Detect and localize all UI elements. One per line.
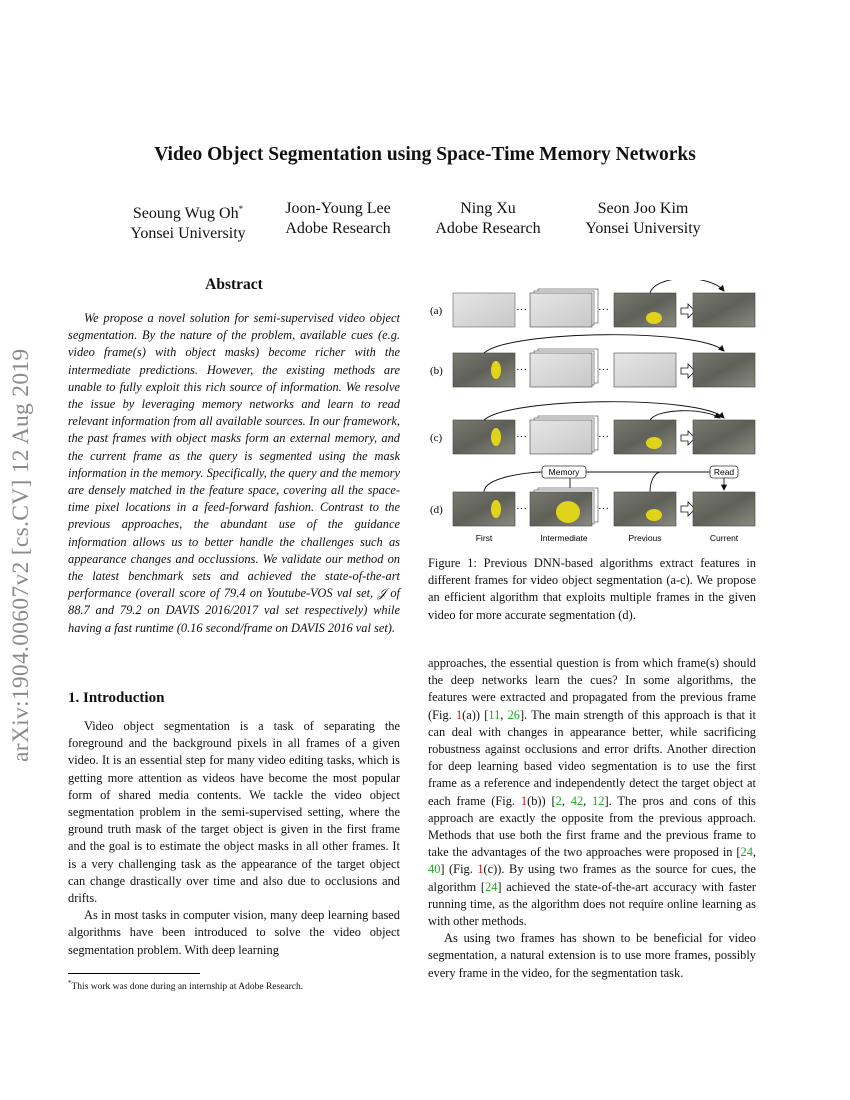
figure-row-b (453, 335, 755, 387)
text-span: ] (Fig. (440, 862, 478, 877)
figure-row-d (453, 466, 755, 526)
read-label: Read (713, 467, 735, 477)
abstract-body (68, 310, 400, 637)
figure-1-diagram (420, 280, 765, 550)
frame-previous-b (614, 353, 676, 387)
connector-b (484, 335, 724, 353)
frame-intermediate-c (530, 420, 592, 454)
ellipsis-a1: ··· (516, 304, 527, 316)
row-label-a: (a) (430, 305, 443, 317)
text-span: ]. The main strength of this approach is that it can deal with changes in appearance better, while sacrificing robustness against occlusions and error drifts. Another direction for deep learning based video segmentation is to use the first frame as a reference and independently detect the target object at each frame (Fig. (428, 707, 757, 808)
author-4 (553, 199, 733, 239)
column-label-current: Current (709, 533, 739, 543)
author-3-name: Ning Xu (460, 200, 516, 217)
citation-link[interactable]: 11 (488, 707, 501, 722)
figure-1-caption: Figure 1: Previous DNN-based algorithms extract features in different frames for video object segmentation (a-c). We propose an efficient algorithm that exploits multiple frames in the given video for more accurate segmentation (d). (428, 556, 756, 622)
mask-first-b (491, 361, 501, 379)
frame-first-d (453, 492, 515, 526)
text-span: approaches, the essential question is from which frame(s) should the deep networks learn the cues? In some algorithms, the features were extracted and propagated from the previous frame (Fig. (428, 656, 756, 722)
connector-c-previous (650, 411, 720, 420)
mask-first-d (491, 500, 501, 518)
frame-current-b (693, 353, 755, 387)
author-1-name: Seoung Wug Oh (132, 205, 239, 222)
citation-link[interactable]: 12 (592, 793, 605, 808)
frame-previous-c (614, 420, 676, 454)
text-span: , (752, 845, 756, 860)
frame-first-a (453, 293, 515, 327)
citation-link[interactable]: 42 (570, 793, 584, 808)
footnote-text: This work was done during an internship at Adobe Research. (71, 982, 304, 993)
right-paragraph-2: As using two frames has shown to be beneficial for video segmentation, a natural extension is to use more frames, possibly every frame in the video, for the segmentation task. (428, 931, 756, 980)
author-4-affiliation: Yonsei University (585, 220, 701, 237)
author-1-mark: * (238, 204, 244, 214)
mask-previous-d (646, 509, 662, 521)
column-label-first: First (475, 533, 493, 543)
figure-ref-link[interactable]: 1 (455, 707, 463, 722)
author-3 (398, 199, 578, 239)
ellipsis-b1: ··· (516, 364, 527, 376)
citation-link[interactable]: 26 (507, 707, 520, 722)
abstract-heading: Abstract (205, 276, 263, 293)
ellipsis-a2: ··· (598, 304, 609, 316)
text-span: , (583, 793, 593, 808)
mask-first-c (491, 428, 501, 446)
row-label-d: (d) (430, 504, 443, 516)
memory-line-previous (650, 472, 660, 492)
mask-intermediate-d (556, 501, 580, 523)
frame-current-c (693, 420, 755, 454)
text-span: ] achieved the state-of-the-art accuracy with faster running time, as the algorithm does not require online learning as with other methods. (428, 879, 756, 929)
citation-link[interactable]: 40 (428, 862, 441, 877)
paper-title: Video Object Segmentation using Space-Time Memory Networks (154, 144, 696, 165)
column-label-intermediate: Intermediate (540, 533, 588, 543)
arxiv-identifier: arXiv:1904.00607v2 [cs.CV] 12 Aug 2019 (8, 348, 34, 762)
text-span: ]. The pros and cons of this approach are exactly the opposite from the previous approach. Methods that use both the first frame and the previous frame to take the advantages of the two approaches were proposed in [ (428, 793, 756, 860)
frame-first-c (453, 420, 515, 454)
memory-label: Memory (548, 467, 580, 477)
figure-ref-link[interactable]: 1 (520, 793, 528, 808)
frame-intermediate-a (530, 293, 592, 327)
frame-current-d (693, 492, 755, 526)
introduction-paragraph-2: As in most tasks in computer vision, many deep learning based algorithms have been introduced to solve the video object segmentation problem. With deep learning (68, 908, 400, 957)
introduction-body (68, 718, 400, 959)
author-3-affiliation: Adobe Research (435, 220, 541, 237)
mask-previous-a (646, 312, 662, 324)
frame-previous-d (614, 492, 676, 526)
text-span: , (500, 707, 508, 722)
author-2-name: Joon-Young Lee (285, 200, 391, 217)
ellipsis-c1: ··· (516, 431, 527, 443)
citation-link[interactable]: 24 (485, 879, 498, 894)
introduction-paragraph-1: Video object segmentation is a task of separating the foreground and the background pixels in all frames of a given video. It is an essential step for many video editing tasks, which is getting more attention as videos have become the most popular form of shared media contents. We tackle the video object segmentation problem in the semi-supervised setting, where the ground truth mask of the target object is given in the first frame and the goal is to estimate the object masks in all other frames. It is a very challenging task as the appearance of the target object can change drastically over time and also due to occlusions and drifts. (68, 719, 400, 906)
footnote (68, 977, 408, 993)
row-label-b: (b) (430, 365, 443, 377)
memory-line-left (484, 472, 542, 492)
abstract-paragraph: We propose a novel solution for semi-supervised video object segmentation. By the nature of the problem, available cues (e.g. video frame(s) with object masks) become richer with the intermediate predictions. However, the existing methods are unable to fully exploit this rich source of information. We resolve the issue by leveraging memory networks and learn to read relevant information from all available sources. In our framework, the past frames with object masks form an external memory, and the current frame as the query is segmented using the mask information in the memory. Specifically, the query and the memory are densely matched in the feature space, covering all the space-time pixel locations in a feed-forward fashion. Contrast to the previous approaches, the abundant use of the guidance information allows us to better handle the challenges such as appearance changes and occlussions. We validate our method on the latest benchmark sets and achieved the state-of-the-art performance (overall score of 79.4 on Youtube-VOS val set, 𝒥 of 88.7 and 79.2 on DAVIS 2016/2017 val set respectively) while having a fast runtime (0.16 second/frame on DAVIS 2016 val set). (68, 311, 400, 635)
author-2-affiliation: Adobe Research (285, 220, 391, 237)
footnote-rule (68, 973, 200, 974)
footnote-mark: * (68, 979, 72, 987)
frame-intermediate-b (530, 353, 592, 387)
figure-row-c (453, 402, 755, 454)
author-4-name: Seon Joo Kim (597, 200, 689, 217)
text-span: (c)). By using two frames as the source for cues, the algorithm [ (428, 862, 756, 894)
frame-previous-a (614, 293, 676, 327)
mask-previous-c (646, 437, 662, 449)
author-1-affiliation: Yonsei University (130, 225, 246, 242)
ellipsis-b2: ··· (598, 364, 609, 376)
figure-ref-link[interactable]: 1 (477, 862, 484, 877)
ellipsis-d2: ··· (598, 503, 609, 515)
right-column-body (428, 655, 756, 982)
introduction-heading: 1. Introduction (68, 690, 165, 706)
text-span: (a)) [ (462, 707, 489, 722)
ellipsis-c2: ··· (598, 431, 609, 443)
text-span: (b)) [ (527, 793, 556, 808)
frame-first-b (453, 353, 515, 387)
ellipsis-d1: ··· (516, 503, 527, 515)
frame-current-a (693, 293, 755, 327)
row-label-c: (c) (430, 432, 443, 444)
citation-link[interactable]: 2 (555, 793, 562, 808)
text-span: , (561, 793, 571, 808)
connector-a (650, 280, 724, 293)
column-label-previous: Previous (628, 533, 662, 543)
right-paragraph-1 (428, 655, 756, 930)
citation-link[interactable]: 24 (740, 845, 753, 860)
figure-row-a (453, 280, 755, 327)
